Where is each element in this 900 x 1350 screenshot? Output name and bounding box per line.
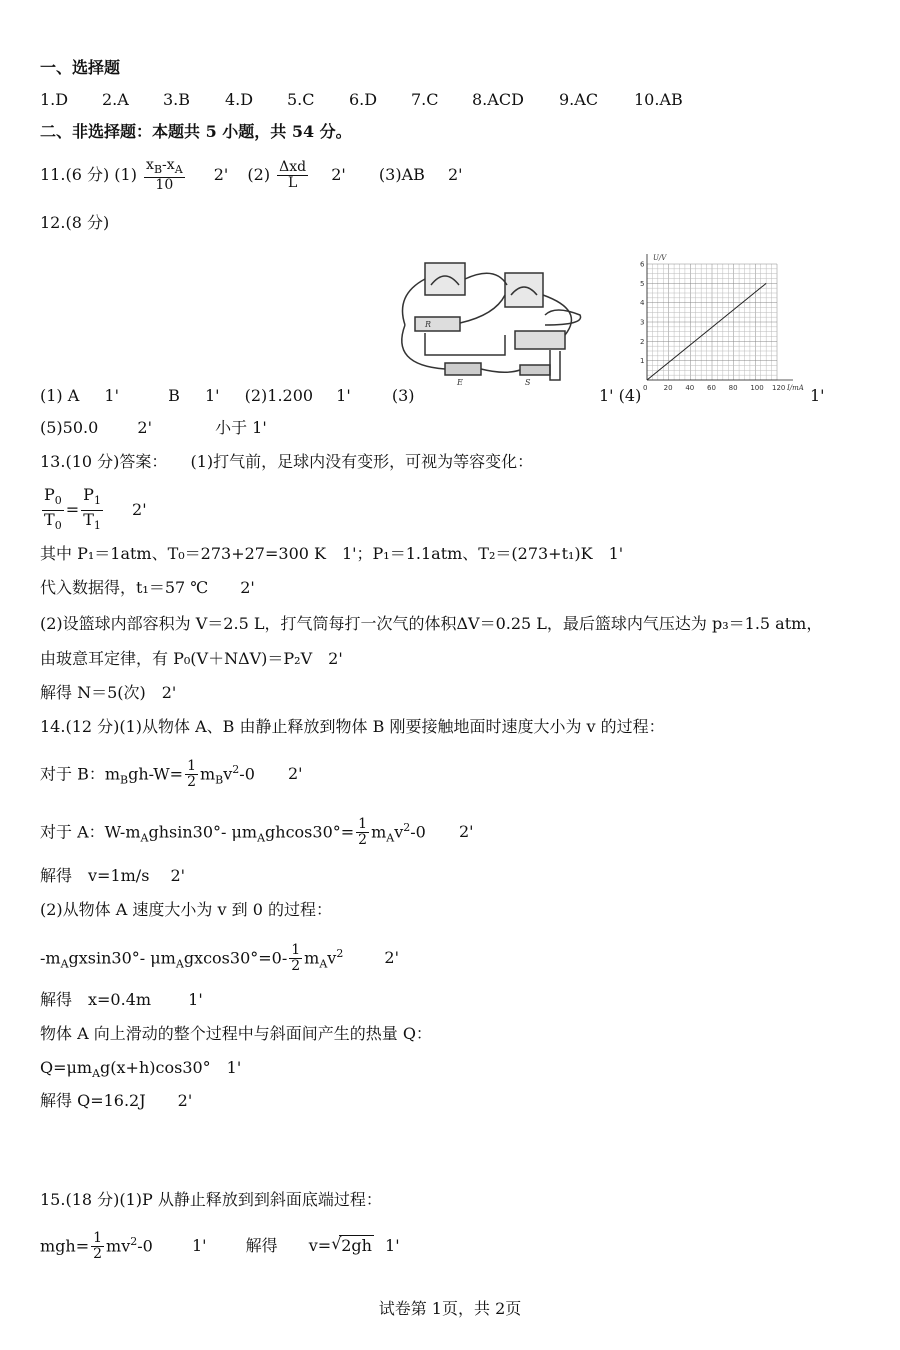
q14-heat-result: 解得 Q=16.2J 2' <box>40 1091 193 1110</box>
q15-score-2: 1' <box>385 1236 400 1256</box>
q14-eq-2: $-m_Agxsin30^\circ-$ $\mu m_Agxcos30^\circ=0-$ $\frac{1}{2}$ $m_Av^2$ 2' <box>40 942 399 975</box>
q12-line2 <box>40 418 267 438</box>
q11-score-1: 2' <box>213 165 229 184</box>
answer-2: 2.A <box>102 90 129 109</box>
x-tick-label: 120 <box>772 384 786 392</box>
q11-fraction-2 <box>277 160 308 191</box>
q15-title: 15.(18 分)(1)P 从静止释放到到斜面底端过程： <box>40 1190 382 1209</box>
q14-eq-a: 对于 A：$W-m_Aghsin30^\circ-$ $\mu m_Aghcos30^\circ=$ $\frac{1}{2}$ $m_Av^2-0$ 2' <box>40 816 474 849</box>
q14-v-result: 解得 v=1m/s 2' <box>40 866 186 885</box>
q13-part1: (1)打气前，足球内没有变形，可视为等容变化： <box>190 452 534 471</box>
answer-1: 1.D <box>40 90 69 109</box>
q15-solve: 解得 <box>245 1236 278 1256</box>
x-tick-label: 80 <box>728 384 738 392</box>
q14-e2-mid: gxsin30°- μm <box>68 948 176 968</box>
q13-frac-p1-t1: $\frac{P_1}{T_1}$ <box>83 485 101 533</box>
q12-1a-score: 1' <box>104 386 119 405</box>
q11-f2-num: Δxd <box>279 159 307 175</box>
q14-heat-intro: 物体 A 向上滑动的整个过程中与斜面间产生的热量 Q： <box>40 1024 432 1043</box>
q12-line1-end: 1' <box>810 386 825 405</box>
q12-2-score: 1' <box>336 386 351 405</box>
q11-f2-den: L <box>288 175 298 191</box>
q12-2: (2)1.200 <box>244 386 314 405</box>
q14-e2-score: 2' <box>384 948 399 968</box>
section2-title: 二、非选择题：本题共 5 小题，共 54 分。 <box>40 122 352 141</box>
q14-part2: (2)从物体 A 速度大小为 v 到 0 的过程： <box>40 900 332 919</box>
q14-heat-eq-pre: Q=μm <box>40 1058 93 1077</box>
q15-eq-pre: mgh= <box>40 1236 90 1256</box>
q13-line5: 由玻意耳定律，有 P₀(V＋NΔV)＝P₂V 2' <box>40 649 343 668</box>
answer-5: 5.C <box>287 90 315 109</box>
q11-part2: (2) <box>247 165 271 184</box>
q11-score-2: 2' <box>331 165 346 184</box>
x-tick-label: 0 <box>643 384 648 392</box>
q11-line <box>40 156 463 194</box>
y-tick-label: 5 <box>640 279 645 288</box>
q14-a-pre: 对于 A：W-m <box>40 822 141 842</box>
graph-grid <box>647 264 777 380</box>
q14-b-pre: 对于 B：m <box>40 764 121 784</box>
q15-equation: mgh= $\frac{1}{2}$ $mv^2-0$ 1' 解得 v= √ 2gh 1' <box>40 1222 400 1266</box>
answer-10: 10.AB <box>634 90 683 109</box>
q11-fraction-1 <box>144 158 185 193</box>
y-tick-label: 1 <box>640 357 645 366</box>
section1-title: 一、选择题 <box>40 58 121 77</box>
circuit-label-e: E <box>457 378 463 385</box>
page-footer: 试卷第 1页，共 2页 <box>378 1299 522 1318</box>
q14-e2-half: $\frac{1}{2}$ <box>291 942 301 975</box>
q13-frac-p0-t0: $\frac{P_0}{T_0}$ <box>44 485 62 533</box>
q13-line4: (2)设篮球内部容积为 V＝2.5 L，打气筒每打一次气的体积ΔV＝0.25 L，最后篮球内气压达为 p₃＝1.5 atm， <box>40 614 823 633</box>
answer-3: 3.B <box>163 90 191 109</box>
answer-6: 6.D <box>349 90 378 109</box>
q15-eq-score: 1' <box>191 1236 207 1256</box>
q15-eq-tail: -0 <box>137 1236 153 1256</box>
answer-8: 8.ACD <box>472 90 524 109</box>
q12-5: (5)50.0 <box>40 418 99 437</box>
q14-heat-eq: $Q=\mu m_Ag(x+h)\cos 30^\circ$ 1' <box>40 1058 242 1081</box>
q11-f1-mid: -x <box>162 157 175 174</box>
answer-7: 7.C <box>411 90 439 109</box>
graph-ylabel: U/V <box>653 254 667 262</box>
q14-b-score: 2' <box>287 764 303 784</box>
q14-eq-b: 对于 B：$m_Bgh-W=$ $\frac{1}{2}$ $m_Bv^2-0$ 2' <box>40 758 303 791</box>
q14-b-half: $\frac{1}{2}$ <box>187 758 196 791</box>
answer-9: 9.AC <box>559 90 599 109</box>
q15-half: $\frac{1}{2}$ <box>93 1230 103 1263</box>
q13-line2: 其中 P₁＝1atm、T₀＝273+27=300 K 1'；P₁＝1.1atm、T₂＝(273+t₁)K 1' <box>40 544 624 563</box>
q12-5-score: 2' <box>137 418 152 437</box>
ui-graph <box>625 252 810 397</box>
q14-a-score: 2' <box>458 822 474 842</box>
q12-1b-score: 1' <box>204 386 220 405</box>
q12-line1 <box>40 386 415 406</box>
q12-title: 12.(8 分) <box>40 213 110 232</box>
q11-f1-sub-a: A <box>174 162 183 176</box>
q14-b-tail: -0 <box>239 764 255 784</box>
x-tick-label: 40 <box>685 384 695 392</box>
q13-equation-1: $\frac{P_0}{T_0}$ = $\frac{P_1}{T_1}$ 2' <box>40 486 147 535</box>
q15-sqrt-content: 2gh <box>341 1236 372 1256</box>
q14-x-result: 解得 x=0.4m 1' <box>40 990 203 1009</box>
q14-b-post: gh-W= <box>128 764 184 784</box>
x-tick-label: 60 <box>707 384 716 392</box>
graph-xlabel: I/mA <box>787 384 804 392</box>
q12-line1-right: 1' (4) <box>599 386 642 405</box>
q12-3: (3) <box>391 386 415 405</box>
y-tick-label: 4 <box>640 299 645 308</box>
q13-title: 13.(10 分)答案： <box>40 452 168 471</box>
q11-f1-sub-b: B <box>153 162 163 176</box>
q12-1b: B <box>168 386 180 405</box>
q11-f1-den: 10 <box>155 176 174 193</box>
q13-title-line <box>40 452 533 472</box>
q15-sqrt: √ 2gh <box>331 1234 372 1256</box>
circuit-diagram <box>385 255 600 385</box>
q14-e2-mid2: gxcos30°=0- <box>183 948 288 968</box>
answer-4: 4.D <box>225 90 254 109</box>
q14-a-tail: -0 <box>410 822 426 842</box>
q15-eq-mid: mv <box>106 1236 131 1256</box>
q13-eq1-score: 2' <box>132 500 147 520</box>
y-tick-label: 6 <box>640 260 645 269</box>
q11-prefix: 11.(6 分) (1) <box>40 165 137 184</box>
q12-5-b: 小于 1' <box>215 418 267 437</box>
x-tick-label: 100 <box>750 384 764 392</box>
q13-line6: 解得 N＝5(次) 2' <box>40 683 177 702</box>
q12-1a: (1) A <box>40 386 80 405</box>
q14-a-half: $\frac{1}{2}$ <box>358 816 368 849</box>
circuit-label-s: S <box>525 378 531 385</box>
y-tick-label: 3 <box>640 318 645 327</box>
q11-score-3: 2' <box>447 165 463 184</box>
q15-v: v= <box>308 1236 332 1256</box>
y-tick-label: 2 <box>640 337 645 346</box>
x-tick-label: 20 <box>663 384 673 392</box>
q14-a-mid: ghsin30°- μm <box>148 822 258 842</box>
q14-e2-pre: -m <box>40 948 61 968</box>
q14-heat-eq-post: g(x+h)cos30° 1' <box>100 1058 242 1077</box>
q14-a-mid2: ghcos30°= <box>265 822 355 842</box>
q11-f1-x: x <box>146 157 154 174</box>
circuit-label-r: R <box>425 320 432 329</box>
q11-part3: (3)AB <box>378 165 425 184</box>
q13-line3: 代入数据得，t₁＝57 ℃ 2' <box>40 578 255 597</box>
q14-title: 14.(12 分)(1)从物体 A、B 由静止释放到物体 B 刚要接触地面时速度大小为 v 的过程： <box>40 717 665 736</box>
